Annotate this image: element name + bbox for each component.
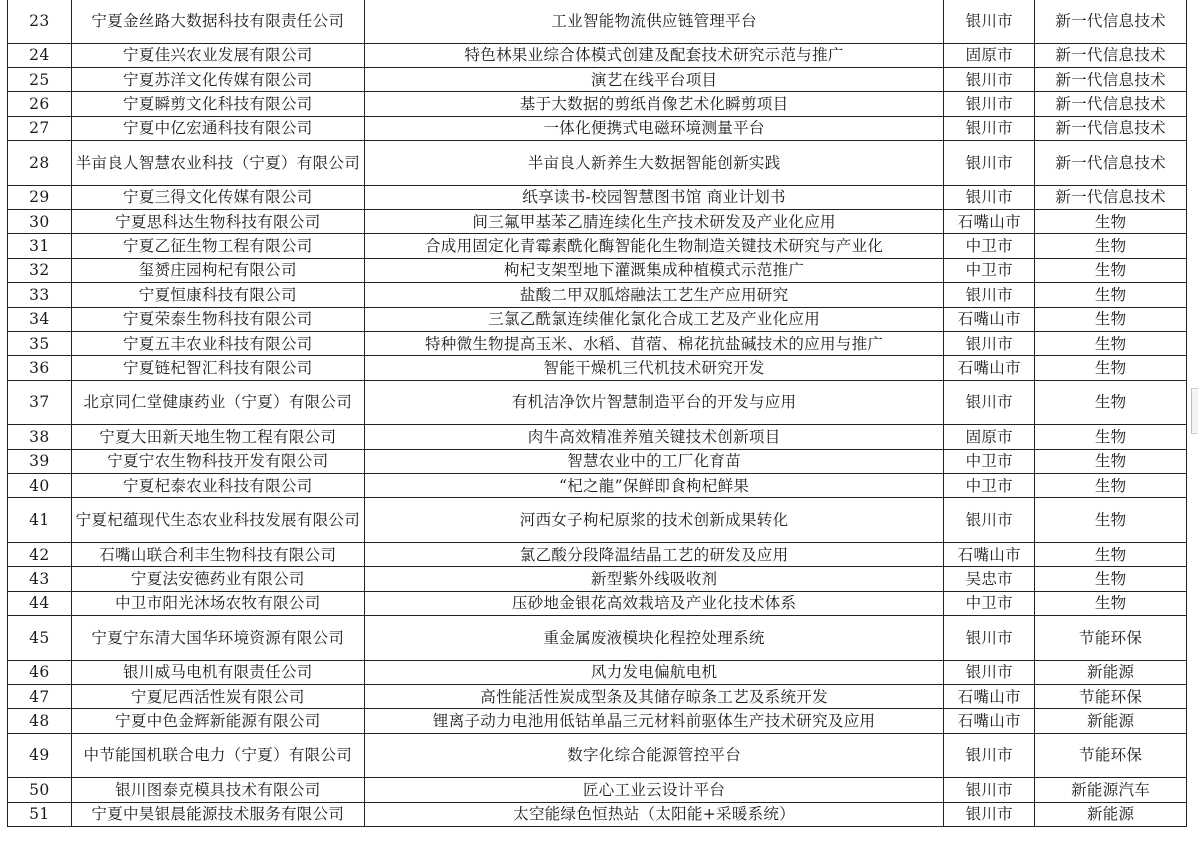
row-number-cell: 42 [8, 542, 72, 566]
technology-field-cell: 节能环保 [1035, 733, 1187, 778]
table-row [8, 307, 1187, 331]
project-name-cell: 半亩良人新养生大数据智能创新实践 [364, 141, 943, 186]
city-cell: 银川市 [944, 733, 1035, 778]
city-cell: 中卫市 [944, 258, 1035, 282]
project-name-cell: 特种微生物提高玉米、水稻、苜蓿、棉花抗盐碱技术的应用与推广 [364, 331, 943, 355]
city-cell: 银川市 [944, 283, 1035, 307]
table-row [8, 380, 1187, 425]
table-row [8, 258, 1187, 282]
technology-field-cell: 新一代信息技术 [1035, 0, 1187, 43]
page-edge-marker [1191, 388, 1198, 434]
city-cell: 中卫市 [944, 234, 1035, 258]
table-row [8, 331, 1187, 355]
table-row [8, 92, 1187, 116]
project-name-cell: 新型紫外线吸收剂 [364, 567, 943, 591]
technology-field-cell: 节能环保 [1035, 684, 1187, 708]
technology-field-cell: 生物 [1035, 258, 1187, 282]
technology-field-cell: 生物 [1035, 331, 1187, 355]
company-name-cell: 宁夏恒康科技有限公司 [71, 283, 364, 307]
technology-field-cell: 生物 [1035, 234, 1187, 258]
company-name-cell: 宁夏中昊银晨能源技术服务有限公司 [71, 802, 364, 826]
table-row [8, 67, 1187, 91]
company-name-cell: 宁夏思科达生物科技有限公司 [71, 209, 364, 233]
table-row [8, 616, 1187, 661]
row-number-cell: 44 [8, 591, 72, 615]
table-row [8, 660, 1187, 684]
company-name-cell: 中卫市阳光沐场农牧有限公司 [71, 591, 364, 615]
company-name-cell: 宁夏杞蕴现代生态农业科技发展有限公司 [71, 498, 364, 543]
project-name-cell: 盐酸二甲双胍熔融法工艺生产应用研究 [364, 283, 943, 307]
technology-field-cell: 新能源 [1035, 660, 1187, 684]
technology-field-cell: 新一代信息技术 [1035, 43, 1187, 67]
row-number-cell: 47 [8, 684, 72, 708]
table-row [8, 498, 1187, 543]
technology-field-cell: 新能源 [1035, 802, 1187, 826]
project-name-cell: 间三氟甲基苯乙腈连续化生产技术研发及产业化应用 [364, 209, 943, 233]
company-name-cell: 石嘴山联合利丰生物科技有限公司 [71, 542, 364, 566]
company-name-cell: 宁夏宁东清大国华环境资源有限公司 [71, 616, 364, 661]
company-name-cell: 宁夏尼西活性炭有限公司 [71, 684, 364, 708]
table-row [8, 542, 1187, 566]
company-name-cell: 宁夏苏洋文化传媒有限公司 [71, 67, 364, 91]
project-name-cell: 风力发电偏航电机 [364, 660, 943, 684]
row-number-cell: 50 [8, 778, 72, 802]
row-number-cell: 43 [8, 567, 72, 591]
row-number-cell: 34 [8, 307, 72, 331]
city-cell: 中卫市 [944, 449, 1035, 473]
technology-field-cell: 生物 [1035, 449, 1187, 473]
row-number-cell: 37 [8, 380, 72, 425]
technology-field-cell: 生物 [1035, 591, 1187, 615]
project-name-cell: 压砂地金银花高效栽培及产业化技术体系 [364, 591, 943, 615]
city-cell: 银川市 [944, 660, 1035, 684]
city-cell: 银川市 [944, 380, 1035, 425]
city-cell: 银川市 [944, 331, 1035, 355]
project-name-cell: 数字化综合能源管控平台 [364, 733, 943, 778]
company-name-cell: 宁夏荣泰生物科技有限公司 [71, 307, 364, 331]
city-cell: 银川市 [944, 141, 1035, 186]
row-number-cell: 36 [8, 356, 72, 380]
table-row [8, 778, 1187, 802]
table-row [8, 473, 1187, 497]
company-name-cell: 宁夏金丝路大数据科技有限责任公司 [71, 0, 364, 43]
row-number-cell: 48 [8, 709, 72, 733]
row-number-cell: 51 [8, 802, 72, 826]
company-name-cell: 宁夏链杞智汇科技有限公司 [71, 356, 364, 380]
city-cell: 银川市 [944, 616, 1035, 661]
project-name-cell: 氯乙酸分段降温结晶工艺的研发及应用 [364, 542, 943, 566]
technology-field-cell: 新一代信息技术 [1035, 67, 1187, 91]
row-number-cell: 40 [8, 473, 72, 497]
technology-field-cell: 生物 [1035, 307, 1187, 331]
row-number-cell: 24 [8, 43, 72, 67]
project-name-cell: 重金属废液模块化程控处理系统 [364, 616, 943, 661]
technology-field-cell: 生物 [1035, 473, 1187, 497]
row-number-cell: 30 [8, 209, 72, 233]
company-name-cell: 宁夏乙征生物工程有限公司 [71, 234, 364, 258]
project-name-cell: 智能干燥机三代机技术研究开发 [364, 356, 943, 380]
city-cell: 中卫市 [944, 473, 1035, 497]
company-name-cell: 宁夏大田新天地生物工程有限公司 [71, 425, 364, 449]
company-name-cell: 玺赟庄园枸杞有限公司 [71, 258, 364, 282]
technology-field-cell: 新能源汽车 [1035, 778, 1187, 802]
company-name-cell: 宁夏中亿宏通科技有限公司 [71, 116, 364, 140]
table-row [8, 356, 1187, 380]
row-number-cell: 38 [8, 425, 72, 449]
city-cell: 银川市 [944, 92, 1035, 116]
city-cell: 银川市 [944, 185, 1035, 209]
row-number-cell: 27 [8, 116, 72, 140]
company-name-cell: 宁夏瞬剪文化科技有限公司 [71, 92, 364, 116]
table-row [8, 0, 1187, 43]
city-cell: 银川市 [944, 67, 1035, 91]
project-name-cell: 三氯乙酰氯连续催化氯化合成工艺及产业化应用 [364, 307, 943, 331]
company-name-cell: 宁夏三得文化传媒有限公司 [71, 185, 364, 209]
row-number-cell: 31 [8, 234, 72, 258]
row-number-cell: 35 [8, 331, 72, 355]
company-name-cell: 银川威马电机有限责任公司 [71, 660, 364, 684]
city-cell: 吴忠市 [944, 567, 1035, 591]
row-number-cell: 49 [8, 733, 72, 778]
project-name-cell: 合成用固定化青霉素酰化酶智能化生物制造关键技术研究与产业化 [364, 234, 943, 258]
row-number-cell: 26 [8, 92, 72, 116]
project-name-cell: 太空能绿色恒热站（太阳能+采暖系统） [364, 802, 943, 826]
row-number-cell: 45 [8, 616, 72, 661]
technology-field-cell: 新一代信息技术 [1035, 141, 1187, 186]
table-row [8, 185, 1187, 209]
technology-field-cell: 生物 [1035, 542, 1187, 566]
table-row [8, 43, 1187, 67]
city-cell: 石嘴山市 [944, 709, 1035, 733]
project-name-cell: 智慧农业中的工厂化育苗 [364, 449, 943, 473]
table-row [8, 234, 1187, 258]
city-cell: 银川市 [944, 802, 1035, 826]
company-name-cell: 中节能国机联合电力（宁夏）有限公司 [71, 733, 364, 778]
technology-field-cell: 新一代信息技术 [1035, 116, 1187, 140]
city-cell: 石嘴山市 [944, 209, 1035, 233]
project-name-cell: 高性能活性炭成型条及其储存晾条工艺及系统开发 [364, 684, 943, 708]
project-name-cell: 工业智能物流供应链管理平台 [364, 0, 943, 43]
company-name-cell: 宁夏五丰农业科技有限公司 [71, 331, 364, 355]
company-name-cell: 宁夏杞泰农业科技有限公司 [71, 473, 364, 497]
technology-field-cell: 生物 [1035, 283, 1187, 307]
technology-field-cell: 新一代信息技术 [1035, 92, 1187, 116]
row-number-cell: 29 [8, 185, 72, 209]
technology-field-cell: 生物 [1035, 209, 1187, 233]
table-body [8, 0, 1187, 826]
table-row [8, 141, 1187, 186]
technology-field-cell: 生物 [1035, 567, 1187, 591]
row-number-cell: 28 [8, 141, 72, 186]
company-name-cell: 北京同仁堂健康药业（宁夏）有限公司 [71, 380, 364, 425]
row-number-cell: 41 [8, 498, 72, 543]
company-name-cell: 宁夏中色金辉新能源有限公司 [71, 709, 364, 733]
company-name-cell: 宁夏法安德药业有限公司 [71, 567, 364, 591]
city-cell: 石嘴山市 [944, 356, 1035, 380]
technology-field-cell: 生物 [1035, 425, 1187, 449]
technology-field-cell: 新一代信息技术 [1035, 185, 1187, 209]
row-number-cell: 33 [8, 283, 72, 307]
company-name-cell: 宁夏宁农生物科技开发有限公司 [71, 449, 364, 473]
project-name-cell: 枸杞支架型地下灌溉集成种植模式示范推广 [364, 258, 943, 282]
table-row [8, 116, 1187, 140]
project-name-cell: 纸享读书-校园智慧图书馆 商业计划书 [364, 185, 943, 209]
table-row [8, 283, 1187, 307]
project-name-cell: 河西女子枸杞原浆的技术创新成果转化 [364, 498, 943, 543]
project-name-cell: 匠心工业云设计平台 [364, 778, 943, 802]
row-number-cell: 25 [8, 67, 72, 91]
city-cell: 银川市 [944, 778, 1035, 802]
city-cell: 固原市 [944, 43, 1035, 67]
technology-field-cell: 节能环保 [1035, 616, 1187, 661]
technology-field-cell: 新能源 [1035, 709, 1187, 733]
table-row [8, 425, 1187, 449]
project-name-cell: 特色林果业综合体模式创建及配套技术研究示范与推广 [364, 43, 943, 67]
table-row [8, 709, 1187, 733]
technology-field-cell: 生物 [1035, 356, 1187, 380]
project-name-cell: 一体化便携式电磁环境测量平台 [364, 116, 943, 140]
table-row [8, 802, 1187, 826]
project-name-cell: 演艺在线平台项目 [364, 67, 943, 91]
row-number-cell: 23 [8, 0, 72, 43]
project-name-cell: 基于大数据的剪纸肖像艺术化瞬剪项目 [364, 92, 943, 116]
row-number-cell: 32 [8, 258, 72, 282]
city-cell: 银川市 [944, 0, 1035, 43]
city-cell: 银川市 [944, 498, 1035, 543]
city-cell: 石嘴山市 [944, 684, 1035, 708]
project-name-cell: 肉牛高效精准养殖关键技术创新项目 [364, 425, 943, 449]
company-name-cell: 半亩良人智慧农业科技（宁夏）有限公司 [71, 141, 364, 186]
table-row [8, 591, 1187, 615]
table-row [8, 567, 1187, 591]
city-cell: 石嘴山市 [944, 307, 1035, 331]
project-list-table [7, 0, 1187, 827]
technology-field-cell: 生物 [1035, 380, 1187, 425]
city-cell: 固原市 [944, 425, 1035, 449]
technology-field-cell: 生物 [1035, 498, 1187, 543]
table-row [8, 684, 1187, 708]
row-number-cell: 46 [8, 660, 72, 684]
company-name-cell: 银川图泰克模具技术有限公司 [71, 778, 364, 802]
project-name-cell: “杞之龍”保鲜即食枸杞鲜果 [364, 473, 943, 497]
project-name-cell: 锂离子动力电池用低钴单晶三元材料前驱体生产技术研究及应用 [364, 709, 943, 733]
table-row [8, 733, 1187, 778]
project-name-cell: 有机洁净饮片智慧制造平台的开发与应用 [364, 380, 943, 425]
row-number-cell: 39 [8, 449, 72, 473]
city-cell: 中卫市 [944, 591, 1035, 615]
table-row [8, 449, 1187, 473]
city-cell: 银川市 [944, 116, 1035, 140]
company-name-cell: 宁夏佳兴农业发展有限公司 [71, 43, 364, 67]
table-row [8, 209, 1187, 233]
city-cell: 石嘴山市 [944, 542, 1035, 566]
